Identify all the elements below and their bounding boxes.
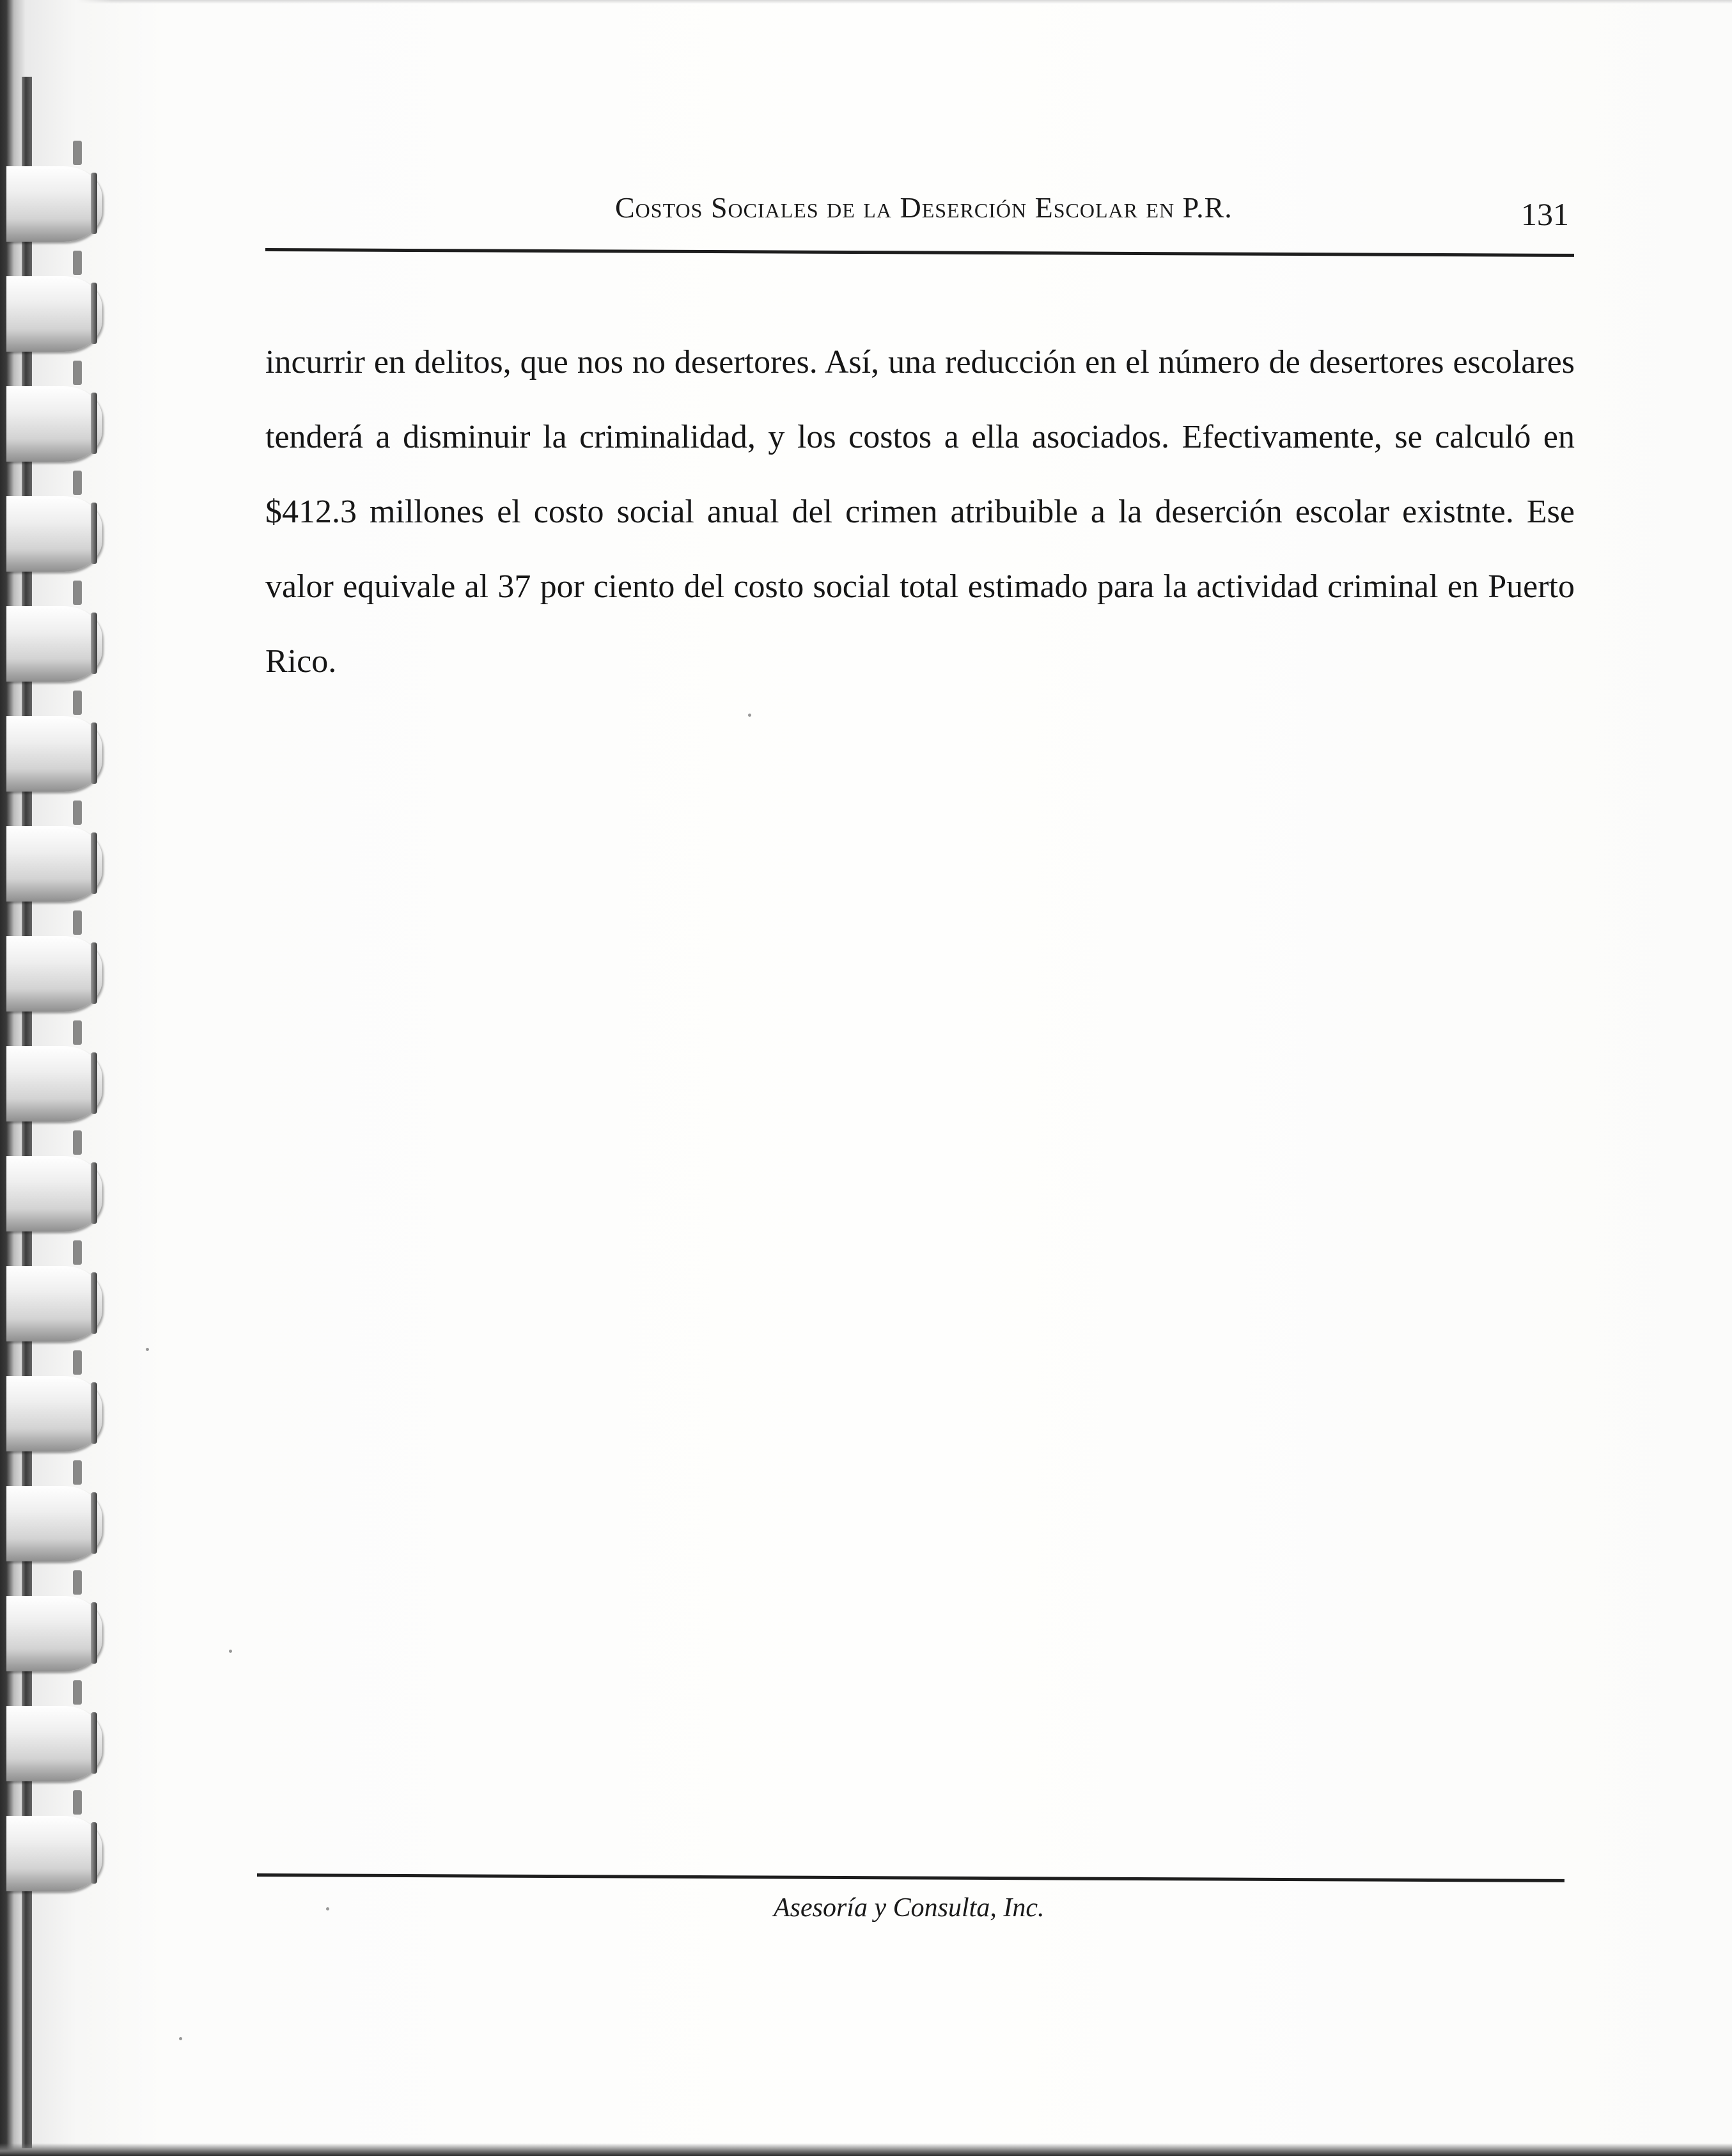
- binding-coil: [6, 1376, 102, 1451]
- scan-speck: [179, 2037, 182, 2040]
- binding-coil: [6, 1486, 102, 1561]
- binding-coil: [6, 1266, 102, 1341]
- binding-coil: [6, 716, 102, 792]
- body-paragraph: incurrir en delitos, que nos no desertores. Así, una reducción en el número de desertores escolares tenderá a disminuir la criminalidad, y los costos a ella asociados. Efectivamente, se calculó en $412.3 millones el costo social anual del crimen atribuible a la deserción escolar existnte. Ese valor equivale al 37 por ciento del costo social total estimado para la actividad criminal en Puerto Rico.: [265, 344, 1575, 680]
- header-rule: [265, 248, 1574, 257]
- scan-speck: [326, 1907, 329, 1910]
- footer-publisher: Asesoría y Consulta, Inc.: [774, 1893, 1045, 1923]
- binding-coil: [6, 1046, 102, 1121]
- binding-coil: [6, 606, 102, 682]
- scan-speck: [229, 1650, 232, 1653]
- binding-coil: [6, 166, 102, 242]
- binding-coil: [6, 1596, 102, 1671]
- scan-speck: [146, 1348, 149, 1351]
- binding-coil: [6, 936, 102, 1012]
- running-header-title: Costos Sociales de la Deserción Escolar en P.R.: [615, 191, 1233, 224]
- binding-coil: [6, 496, 102, 572]
- page-number: 131: [1521, 196, 1569, 232]
- binding-coil: [6, 386, 102, 462]
- binding-coil: [6, 1706, 102, 1781]
- page-bottom-edge: [0, 2143, 1732, 2156]
- page-top-edge: [0, 0, 1732, 4]
- scan-speck: [748, 714, 751, 717]
- binding-coil: [6, 1156, 102, 1231]
- binding-coil: [6, 826, 102, 902]
- binding-coil: [6, 276, 102, 352]
- spiral-binding: [0, 0, 112, 2156]
- binding-coil: [6, 1816, 102, 1891]
- footer-rule: [257, 1873, 1564, 1882]
- body-text: [265, 325, 1575, 699]
